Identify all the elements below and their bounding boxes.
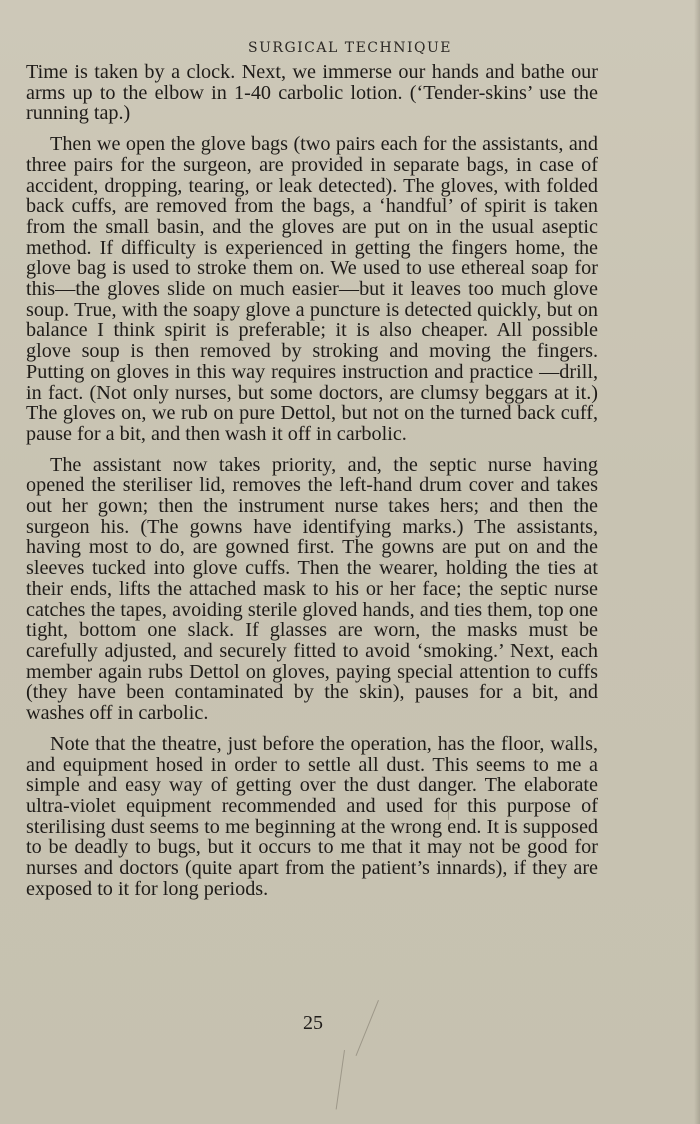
pencil-mark-1 [448,800,449,820]
page-number: 25 [303,1012,323,1034]
paragraph-2: Then we open the glove bags (two pairs each for the assistants, and three pairs for the surgeon, are provided in separate bags, in case of accident, dropping, tearing, or leak detected). The gloves, with folded back cuffs, are removed from the bags, a ‘handful’ of spirit is taken from the small basin, and the gloves are put on in the usual aseptic method. If difficulty is experienced in getting the fingers home, the glove bag is used to stroke them on. We used to use ethereal soap for this—the gloves slide on much easier—but it leaves too much glove soup. True, with the soapy glove a puncture is detected quickly, but on balance I think spirit is preferable; it is also cheaper. All possible glove soup is then removed by stroking and moving the fingers. Putting on gloves in this way requires instruction and practice —drill, in fact. (Not only nurses, but some doctors, are clumsy beggars at it.) The gloves on, we rub on pure Dettol, but not on the turned back cuff, pause for a bit, and then wash it off in carbolic. [26,133,598,445]
pencil-mark-3 [336,1050,345,1110]
body-text [26,62,598,909]
paragraph-1: Time is taken by a clock. Next, we immerse our hands and bathe our arms up to the elbow in 1-40 carbolic lotion. (‘Tender-skins’ use the running tap.) [26,61,598,125]
page-edge-shadow [694,0,700,1124]
running-head: SURGICAL TECHNIQUE [248,40,452,56]
paragraph-4: Note that the theatre, just before the operation, has the floor, walls, and equipment hosed in order to settle all dust. This seems to me a simple and easy way of getting over the dust danger. The elaborate ultra-violet equipment recommended and used for this purpose of sterilising dust seems to me beginning at the wrong end. It is supposed to be deadly to bugs, but it occurs to me that it may not be good for nurses and doctors (quite apart from the patient’s innards), if they are exposed to it for long periods. [26,732,598,900]
paragraph-3: The assistant now takes priority, and, the septic nurse having opened the steriliser lid, removes the left-hand drum cover and takes out her gown; then the instrument nurse takes hers; and then the surgeon his. (The gowns have identifying marks.) The assistants, having most to do, are gowned first. The gowns are put on and the sleeves tucked into glove cuffs. Then the wearer, holding the ties at their ends, lifts the attached mask to his or her face; the septic nurse catches the tapes, avoiding sterile gloved hands, and ties them, top one tight, bottom one slack. If glasses are worn, the masks must be carefully adjusted, and securely fitted to avoid ‘smoking.’ Next, each member again rubs Dettol on gloves, paying special attention to cuffs (they have been contaminated by the skin), pauses for a bit, and washes off in carbolic. [26,453,598,725]
